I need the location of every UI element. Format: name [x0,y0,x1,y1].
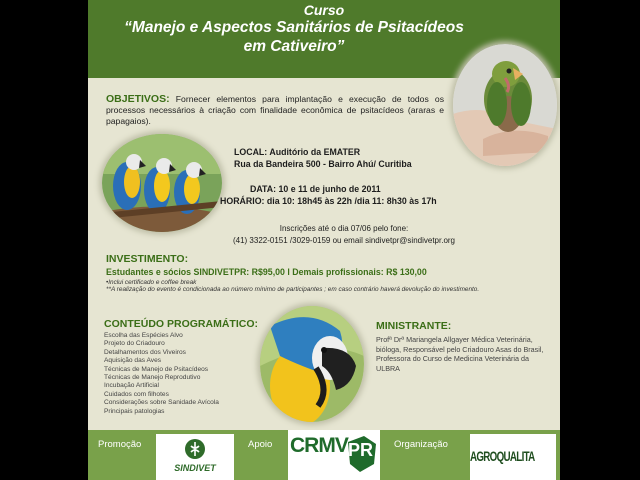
program-item: Incubação Artificial [104,382,159,390]
program-heading: CONTEÚDO PROGRAMÁTICO: [104,318,258,330]
investment-note-minimum: **A realização do evento é condicionada ao número mínimo de participantes ; em caso contrário haverá devolução do investimento. [106,286,480,293]
objectives-text: Fornecer elementos para implantação e execução de todos os processos necessários à criação com finalidade econômica de psitacídeos (araras e papagaios). [106,94,445,126]
investment-block [106,253,546,294]
program-item: Detalhamentos dos Viveiros [104,348,186,356]
program-item: Técnicas de Manejo Reprodutivo [104,374,201,382]
program-item: Projeto do Criadouro [104,340,165,348]
investment-heading: INVESTIMENTO: [106,253,189,265]
crmv-state-text: PR [348,440,374,460]
agroqualita-logo [470,434,556,480]
sindivet-logo [156,434,234,480]
program-item: Técnicas de Manejo de Psitacídeos [104,365,209,373]
event-hours: HORÁRIO: dia 10: 18h45 às 22h /dia 11: 8h30 às 17h [220,196,437,206]
agroqualita-logo-text: AGROQUALITA [470,448,535,464]
sponsors-footer [88,430,560,480]
course-title: “Manejo e Aspectos Sanitários de Psitacídeos em Cativeiro” [124,19,464,55]
program-block [104,318,284,416]
macaws-photo [102,134,222,232]
program-item: Escolha das Espécies Alvo [104,332,183,339]
objectives-block [106,94,444,127]
program-item: Cuidados com filhotes [104,390,169,398]
organization-label: Organização [394,439,448,450]
objectives-label: OBJETIVOS: [106,93,170,105]
program-item: Principais patologias [104,407,165,415]
location-venue: LOCAL: Auditório da EMATER [234,147,361,157]
speaker-bio: Profª Drª Mariangela Allgayer Médica Veterinária, bióloga, Responsável pelo Criadouro Asas do Brasil, Professora do Curso de Medicina Veterinária da ULBRA [376,335,544,373]
course-kicker: Curso [303,2,345,18]
sindivet-logo-text: SINDIVET [174,463,216,473]
parrot-on-hand-photo [453,44,557,166]
event-date: DATA: 10 e 11 de junho de 2011 [250,184,381,194]
program-item: Aquisição das Aves [104,357,162,365]
registration-contact: (41) 3322-0151 /3029-0159 ou email sindivetpr@sindivetpr.org [232,236,456,245]
program-item: Considerações sobre Sanidade Avícola [104,399,219,407]
speaker-heading: MINISTRANTE: [376,320,452,332]
crmv-logo-text: CRMV [290,434,348,457]
location-block [234,146,464,170]
crmv-logo [288,430,380,480]
promotion-label: Promoção [98,439,142,450]
registration-block [184,223,504,247]
registration-deadline: Inscrições até o dia 07/06 pelo fone: [279,224,409,233]
schedule-block [220,183,520,207]
sindivet-emblem-icon [184,438,206,460]
investment-prices: Estudantes e sócios SINDIVETPR: R$95,00 l Demais profissionais: R$ 130,00 [106,267,427,277]
location-address: Rua da Bandeira 500 - Bairro Ahú/ Curitiba [234,159,412,169]
course-poster [88,0,560,480]
program-list [104,332,284,416]
speaker-block [376,320,548,373]
support-label: Apoio [248,439,273,450]
macaw-portrait-photo [260,306,364,422]
investment-note-certificate: •Inclui certificado e coffee break [106,279,197,286]
